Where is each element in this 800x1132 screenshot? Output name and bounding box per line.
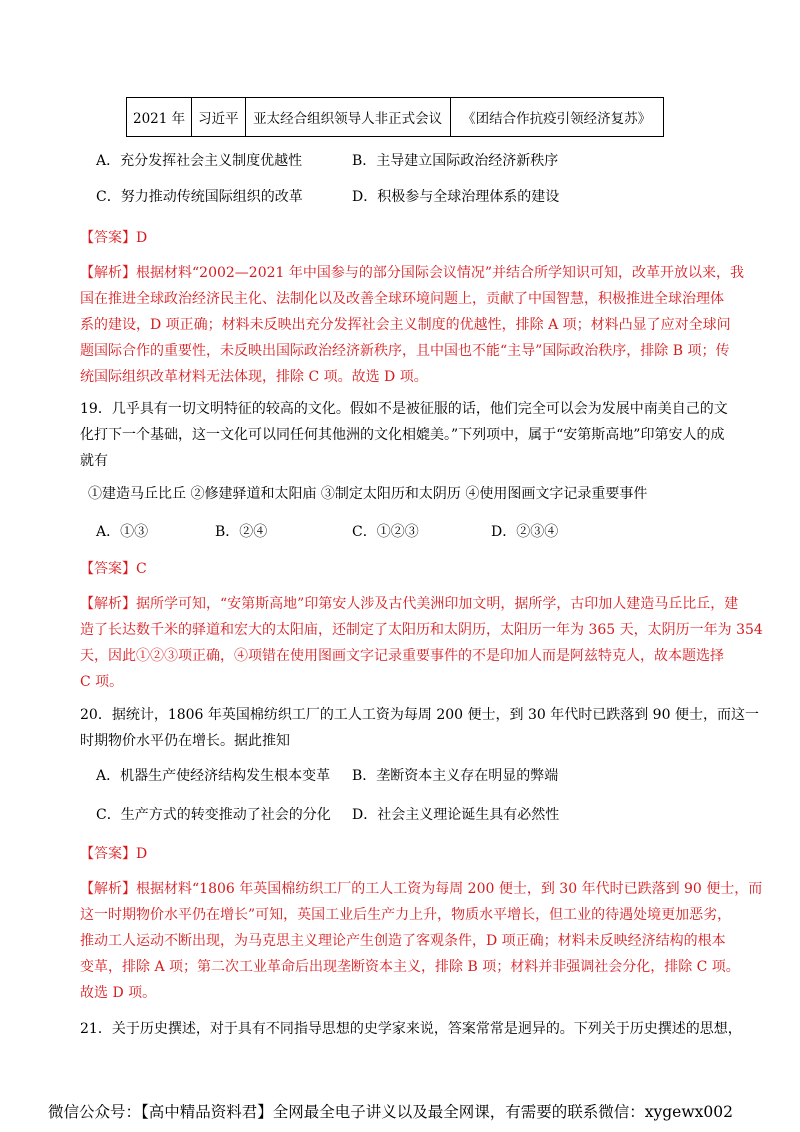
q19-analysis-line: 天，因此①②③项正确，④项错在使用图画文字记录重要事件的不是印加人而是阿兹特克人，故本题选择 <box>80 648 724 664</box>
q20-stem-line: 时期物价水平仍在增长。据此推知 <box>80 733 290 749</box>
q20-analysis-line: 故选 D 项。 <box>80 985 157 1001</box>
table-cell-person: 习近平 <box>192 98 246 137</box>
table-cell-year: 2021 年 <box>127 98 192 137</box>
q19-stem-line: 化打下一个基础，这一文化可以同任何其他洲的文化相媲美。”下列项中，属于“安第斯高地”印第安人的成 <box>80 427 725 443</box>
q20-analysis-line: 变革，排除 A 项；第二次工业革命后出现垄断资本主义，排除 B 项；材料并非强调社会分化，排除 C 项。 <box>80 959 740 975</box>
q20-option-d: D．社会主义理论诞生具有必然性 <box>352 807 560 823</box>
q20-analysis-line: 推动工人运动不断出现，为马克思主义理论产生创造了客观条件，D 项正确；材料未反映经济结构的根本 <box>80 933 726 949</box>
q19-stem <box>80 396 728 474</box>
q18-option-d: D．积极参与全球治理体系的建设 <box>352 189 560 205</box>
q18-analysis-line: 系的建设，D 项正确；材料未反映出充分发挥社会主义制度的优越性，排除 A 项；材料凸显了应对全球问 <box>80 317 731 333</box>
q19-option-c: C．①②③ <box>352 524 419 540</box>
q18-option-a: A．充分发挥社会主义制度优越性 <box>96 153 303 169</box>
q18-analysis-line: 题国际合作的重要性，未反映出国际政治经济新秩序，且中国也不能“主导”国际政治秩序，排除 B 项；传 <box>80 343 730 359</box>
q19-option-b: B．②④ <box>215 524 268 540</box>
q20-stem <box>80 702 759 754</box>
table-cell-speech: 《团结合作抗疫引领经济复苏》 <box>450 98 663 137</box>
q18-analysis <box>80 260 745 390</box>
q19-answer: 【答案】C <box>80 561 147 577</box>
q19-stem-line: 19．几乎具有一切文明特征的较高的文化。假如不是被征服的话，他们完全可以会为发展中南美自己的文 <box>80 401 728 417</box>
q21-stem: 21．关于历史撰述，对于具有不同指导思想的史学家来说，答案常常是迥异的。下列关于历史撰述的思想， <box>80 1021 742 1037</box>
q19-analysis-line: C 项。 <box>80 674 124 690</box>
q19-option-a: A．①③ <box>96 524 149 540</box>
conference-table <box>126 97 664 137</box>
q20-option-c: C．生产方式的转变推动了社会的分化 <box>96 807 331 823</box>
q18-analysis-line: 统国际组织改革材料无法体现，排除 C 项。故选 D 项。 <box>80 369 428 385</box>
q19-analysis-line: 造了长达数千米的驿道和宏大的太阳庙，还制定了太阳历和太阴历，太阳历一年为 365 天，太阴历一年为 354 <box>80 622 763 638</box>
q18-answer: 【答案】D <box>80 230 148 246</box>
q19-analysis-line: 【解析】据所学可知，“安第斯高地”印第安人涉及古代美洲印加文明，据所学，古印加人建造马丘比丘，建 <box>80 596 739 612</box>
table-row <box>127 98 664 137</box>
q20-analysis-line: 这一时期物价水平仍在增长”可知，英国工业后生产力上升，物质水平增长，但工业的待遇处境更加恶劣， <box>80 907 732 923</box>
q19-option-d: D．②③④ <box>491 524 559 540</box>
footer-promo: 微信公众号：【高中精品资料君】全网最全电子讲义以及最全网课，有需要的联系微信：xygewx002 <box>48 1103 733 1121</box>
q18-analysis-line: 国在推进全球政治经济民主化、法制化以及改善全球环境问题上，贡献了中国智慧，积极推进全球治理体 <box>80 291 724 307</box>
q20-option-a: A．机器生产使经济结构发生根本变革 <box>96 768 331 784</box>
q20-answer: 【答案】D <box>80 846 148 862</box>
q20-analysis-line: 【解析】根据材料“1806 年英国棉纺织工厂的工人工资为每周 200 便士，到 30 年代时已跌落到 90 便士，而 <box>80 881 763 897</box>
table-cell-meeting: 亚太经合组织领导人非正式会议 <box>245 98 450 137</box>
q19-stem-line: 就有 <box>80 453 108 469</box>
q18-analysis-line: 【解析】根据材料“2002—2021 年中国参与的部分国际会议情况”并结合所学知识可知，改革开放以来，我 <box>80 265 745 281</box>
q20-stem-line: 20．据统计，1806 年英国棉纺织工厂的工人工资为每周 200 便士，到 30 年代时已跌落到 90 便士，而这一 <box>80 707 759 723</box>
q19-analysis <box>80 591 763 695</box>
q19-items: ①建造马丘比丘 ②修建驿道和太阳庙 ③制定太阳历和太阴历 ④使用图画文字记录重要事件 <box>88 486 648 502</box>
q20-option-b: B．垄断资本主义存在明显的弊端 <box>352 768 559 784</box>
q20-analysis <box>80 876 763 1006</box>
q18-option-b: B．主导建立国际政治经济新秩序 <box>352 153 559 169</box>
q18-option-c: C．努力推动传统国际组织的改革 <box>96 189 303 205</box>
